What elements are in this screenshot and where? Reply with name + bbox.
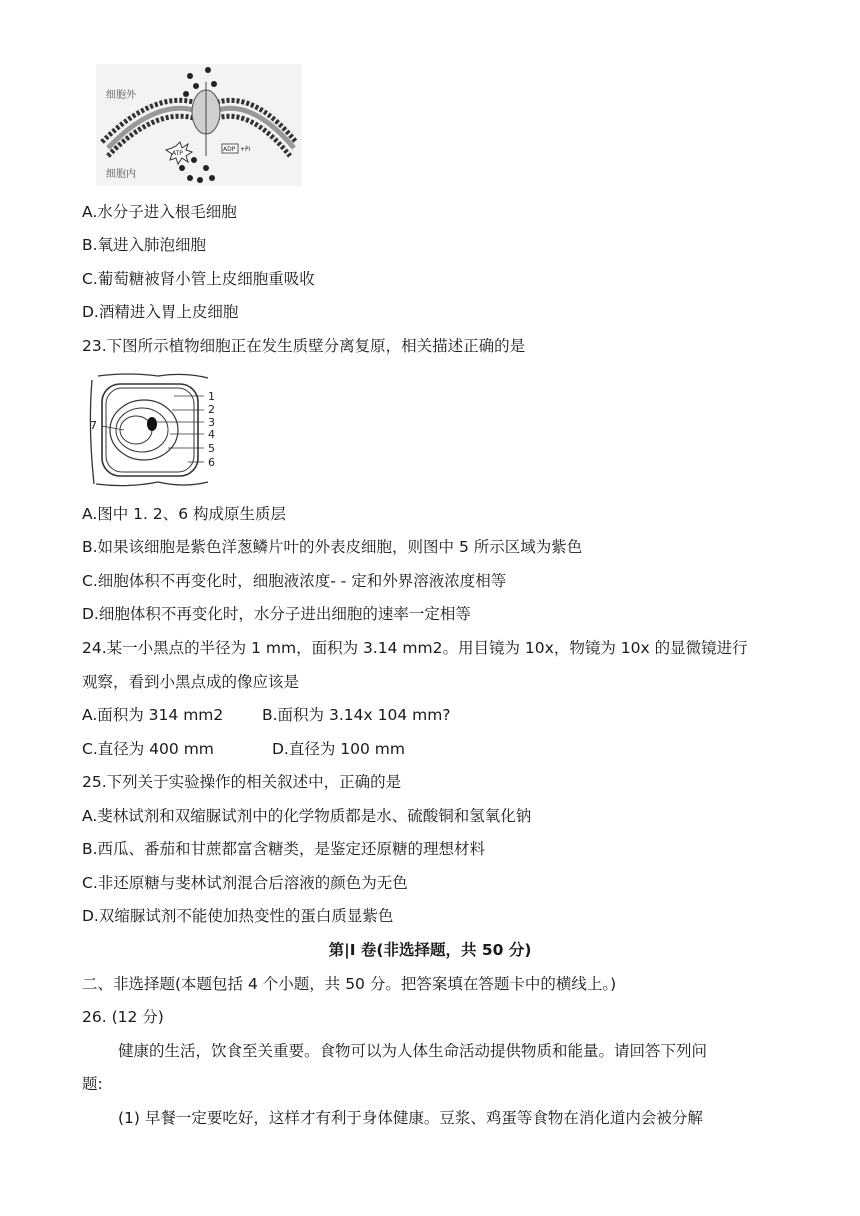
adp-label: ADP: [223, 146, 236, 153]
label-inside: 细胞内: [106, 169, 136, 180]
q26-header: 26. (12 分): [82, 1008, 164, 1026]
q23-option-a: A.图中 1. 2、6 构成原生质层: [82, 505, 287, 523]
q26-intro-line2: 题:: [82, 1075, 103, 1093]
q22-option-b: B.氧进入肺泡细胞: [82, 236, 207, 254]
q23-option-d: D.细胞体积不再变化时，水分子进出细胞的速率一定相等: [82, 605, 471, 623]
q22-option-d: D.酒精进入胃上皮细胞: [82, 303, 239, 321]
pi-label: +Pi: [240, 146, 251, 153]
q25-option-c: C.非还原糖与斐林试剂混合后溶液的颜色为无色: [82, 874, 408, 892]
figure-label-2: 2: [208, 403, 215, 416]
q24-option-a: A.面积为 314 mm2: [82, 706, 224, 724]
q23-option-c: C.细胞体积不再变化时，细胞液浓度- - 定和外界溶液浓度相等: [82, 572, 507, 590]
q24-stem-line1: 24.某一小黑点的半径为 1 mm，面积为 3.14 mm2。用目镜为 10x，物镜为 10x 的显微镜进行: [82, 639, 748, 657]
q26-intro-line1: 健康的生活，饮食至关重要。食物可以为人体生命活动提供物质和能量。请回答下列问: [118, 1042, 708, 1060]
section-title: 第|I 卷(非选择题，共 50 分): [328, 941, 532, 959]
membrane-transport-figure: [96, 64, 302, 186]
q24-option-b: B.面积为 3.14x 104 mm?: [262, 706, 451, 724]
figure-label-1: 1: [208, 390, 215, 403]
section-instruction: 二、非选择题(本题包括 4 个小题，共 50 分。把答案填在答题卡中的横线上。): [82, 975, 617, 993]
q25-option-a: A.斐林试剂和双缩脲试剂中的化学物质都是水、硫酸铜和氢氧化钠: [82, 807, 532, 825]
atp-label: ATP: [172, 150, 183, 157]
figure-label-7: 7: [90, 419, 97, 432]
figure-label-5: 5: [208, 442, 215, 455]
figure-label-4: 4: [208, 428, 215, 441]
q25-option-d: D.双缩脲试剂不能使加热变性的蛋白质显紫色: [82, 907, 394, 925]
nucleus: [147, 417, 157, 431]
q24-stem-line2: 观察，看到小黑点成的像应该是: [82, 673, 300, 691]
q25-stem: 25.下列关于实验操作的相关叙述中，正确的是: [82, 773, 402, 791]
q24-option-c: C.直径为 400 mm: [82, 740, 214, 758]
q25-option-b: B.西瓜、番茄和甘蔗都富含糖类，是鉴定还原糖的理想材料: [82, 840, 486, 858]
figure-label-6: 6: [208, 456, 215, 469]
q22-option-a: A.水分子进入根毛细胞: [82, 203, 237, 221]
q24-option-d: D.直径为 100 mm: [272, 740, 405, 758]
vacuole: [120, 416, 152, 444]
q22-option-c: C.葡萄糖被肾小管上皮细胞重吸收: [82, 270, 315, 288]
q23-option-b: B.如果该细胞是紫色洋葱鳞片叶的外表皮细胞，则图中 5 所示区域为紫色: [82, 538, 583, 556]
q26-sub1: (1) 早餐一定要吃好，这样才有利于身体健康。豆浆、鸡蛋等食物在消化道内会被分解: [118, 1109, 703, 1127]
q23-stem: 23.下图所示植物细胞正在发生质壁分离复原，相关描述正确的是: [82, 337, 526, 355]
label-outside: 细胞外: [106, 90, 136, 101]
figure-label-3: 3: [208, 416, 215, 429]
plant-cell-figure: [88, 372, 224, 488]
